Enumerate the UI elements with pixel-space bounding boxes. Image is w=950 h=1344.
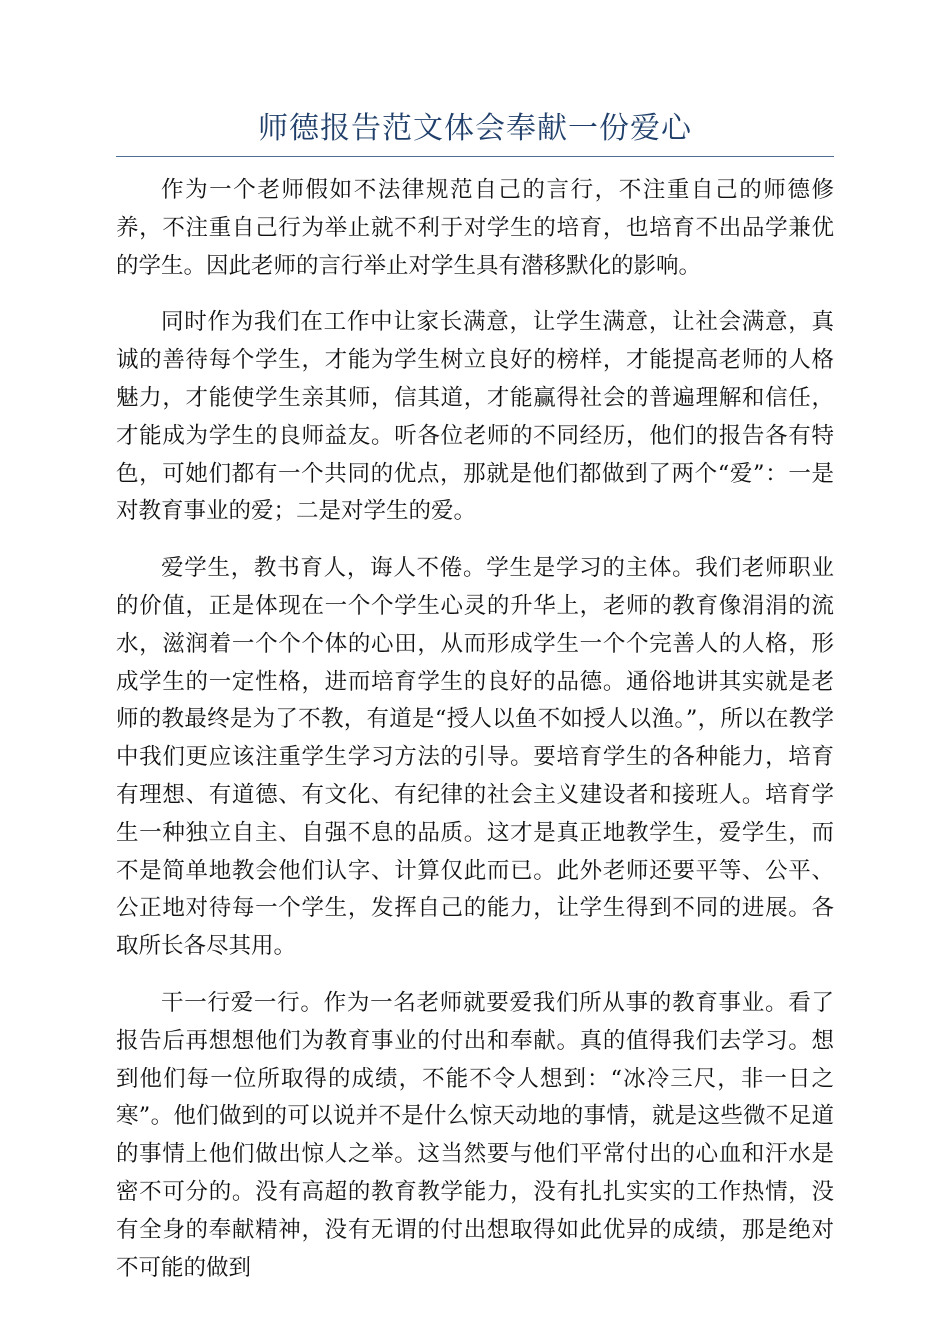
- document-title: 师德报告范文体会奉献一份爱心: [258, 111, 692, 146]
- paragraph-4: 干一行爱一行。作为一名老师就要爱我们所从事的教育事业。看了报告后再想想他们为教育事业的付出和奉献。真的值得我们去学习。想到他们每一位所取得的成绩，不能不令人想到：“冰冷三尺，非一日之寒”。他们做到的可以说并不是什么惊天动地的事情，就是这些微不足道的事情上他们做出惊人之举。这当然要与他们平常付出的心血和汗水是密不可分的。没有高超的教育教学能力，没有扎扎实实的工作热情，没有全身的奉献精神，没有无谓的付出想取得如此优异的成绩，那是绝对不可能的做到: [116, 989, 834, 1281]
- paragraph-2: 同时作为我们在工作中让家长满意，让学生满意，让社会满意，真诚的善待每个学生，才能为学生树立良好的榜样，才能提高老师的人格魅力，才能使学生亲其师，信其道，才能赢得社会的普遍理解和信任，才能成为学生的良师益友。听各位老师的不同经历，他们的报告各有特色，可她们都有一个共同的优点，那就是他们都做到了两个“爱”：一是对教育事业的爱；二是对学生的爱。: [116, 309, 834, 525]
- paragraph-1: 作为一个老师假如不法律规范自己的言行，不注重自己的师德修养，不注重自己行为举止就不利于对学生的培育，也培育不出品学兼优的学生。因此老师的言行举止对学生具有潜移默化的影响。: [116, 177, 834, 279]
- paragraph-3: 爱学生，教书育人，诲人不倦。学生是学习的主体。我们老师职业的价值，正是体现在一个个学生心灵的升华上，老师的教育像涓涓的流水，滋润着一个个个体的心田，从而形成学生一个个完善人的人格，形成学生的一定性格，进而培育学生的良好的品德。通俗地讲其实就是老师的教最终是为了不教，有道是“授人以鱼不如授人以渔。”，所以在教学中我们更应该注重学生学习方法的引导。要培育学生的各种能力，培育有理想、有道德、有文化、有纪律的社会主义建设者和接班人。培育学生一种独立自主、自强不息的品质。这才是真正地教学生，爱学生，而不是简单地教会他们认字、计算仅此而已。此外老师还要平等、公平、公正地对待每一个学生，发挥自己的能力，让学生得到不同的进展。各取所长各尽其用。: [116, 555, 834, 960]
- title-block: [116, 106, 834, 157]
- document-body: [116, 172, 834, 1306]
